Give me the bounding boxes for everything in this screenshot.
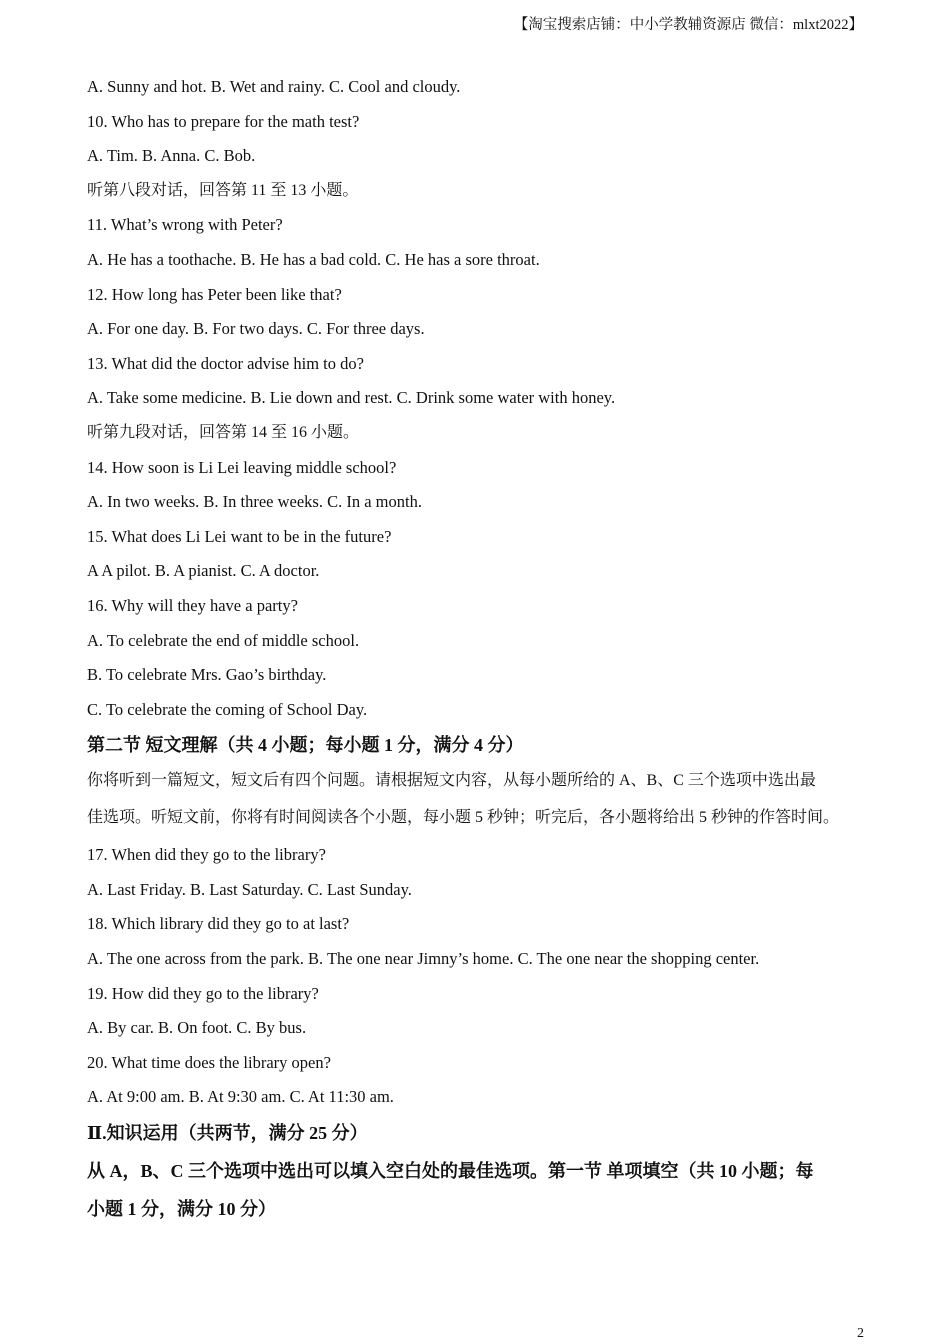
page-header: 【淘宝搜索店铺：中小学教辅资源店 微信：mlxt2022】 xyxy=(513,17,863,33)
text-line: 20. What time does the library open? xyxy=(87,1052,331,1072)
text-line: A. At 9:00 am. B. At 9:30 am. C. At 11:30 am. xyxy=(87,1087,394,1107)
text-line: 16. Why will they have a party? xyxy=(87,595,298,615)
text-line: 12. How long has Peter been like that? xyxy=(87,284,342,304)
text-line: A. In two weeks. B. In three weeks. C. In a month. xyxy=(87,492,422,512)
text-line: A. The one across from the park. B. The one near Jimny’s home. C. The one near the shopping center. xyxy=(87,949,760,969)
section-heading: 从 A，B、C 三个选项中选出可以填入空白处的最佳选项。第一节 单项填空（共 10 小题；每 xyxy=(87,1161,814,1182)
text-line: A. Last Friday. B. Last Saturday. C. Last Sunday. xyxy=(87,879,412,899)
text-line: 10. Who has to prepare for the math test? xyxy=(87,111,360,131)
text-line: A. Take some medicine. B. Lie down and rest. C. Drink some water with honey. xyxy=(87,388,616,408)
text-line: A. Tim. B. Anna. C. Bob. xyxy=(87,146,256,166)
text-line: 17. When did they go to the library? xyxy=(87,845,326,865)
text-line: A. By car. B. On foot. C. By bus. xyxy=(87,1018,307,1038)
page-number: 2 xyxy=(857,1326,864,1341)
text-line: 19. How did they go to the library? xyxy=(87,983,319,1003)
text-line: B. To celebrate Mrs. Gao’s birthday. xyxy=(87,665,327,685)
text-line: 18. Which library did they go to at last? xyxy=(87,914,350,934)
text-line: A. He has a toothache. B. He has a bad cold. C. He has a sore throat. xyxy=(87,249,540,269)
text-line: 听第八段对话，回答第 11 至 13 小题。 xyxy=(87,181,359,199)
document-body xyxy=(87,77,877,1235)
text-line: 听第九段对话，回答第 14 至 16 小题。 xyxy=(87,423,360,441)
text-line: A. To celebrate the end of middle school. xyxy=(87,630,360,650)
text-line: 13. What did the doctor advise him to do? xyxy=(87,353,364,373)
section-heading: 小题 1 分，满分 10 分） xyxy=(87,1199,276,1220)
text-line: 你将听到一篇短文，短文后有四个问题。请根据短文内容，从每小题所给的 A、B、C 三个选项中选出最 xyxy=(87,772,816,790)
text-line: A A pilot. B. A pianist. C. A doctor. xyxy=(87,561,320,581)
text-line: 11. What’s wrong with Peter? xyxy=(87,215,283,235)
text-line: A. Sunny and hot. B. Wet and rainy. C. Cool and cloudy. xyxy=(87,77,461,96)
text-line: 佳选项。听短文前，你将有时间阅读各个小题，每小题 5 秒钟；听完后，各小题将给出 5 秒钟的作答时间。 xyxy=(87,809,840,827)
section-heading: Ⅱ.知识运用（共两节，满分 25 分） xyxy=(87,1123,368,1144)
section-heading: 第二节 短文理解（共 4 小题；每小题 1 分，满分 4 分） xyxy=(87,735,524,756)
text-line: 14. How soon is Li Lei leaving middle school? xyxy=(87,457,397,477)
text-line: 15. What does Li Lei want to be in the future? xyxy=(87,526,392,546)
text-line: C. To celebrate the coming of School Day. xyxy=(87,699,368,719)
text-line: A. For one day. B. For two days. C. For three days. xyxy=(87,319,425,339)
